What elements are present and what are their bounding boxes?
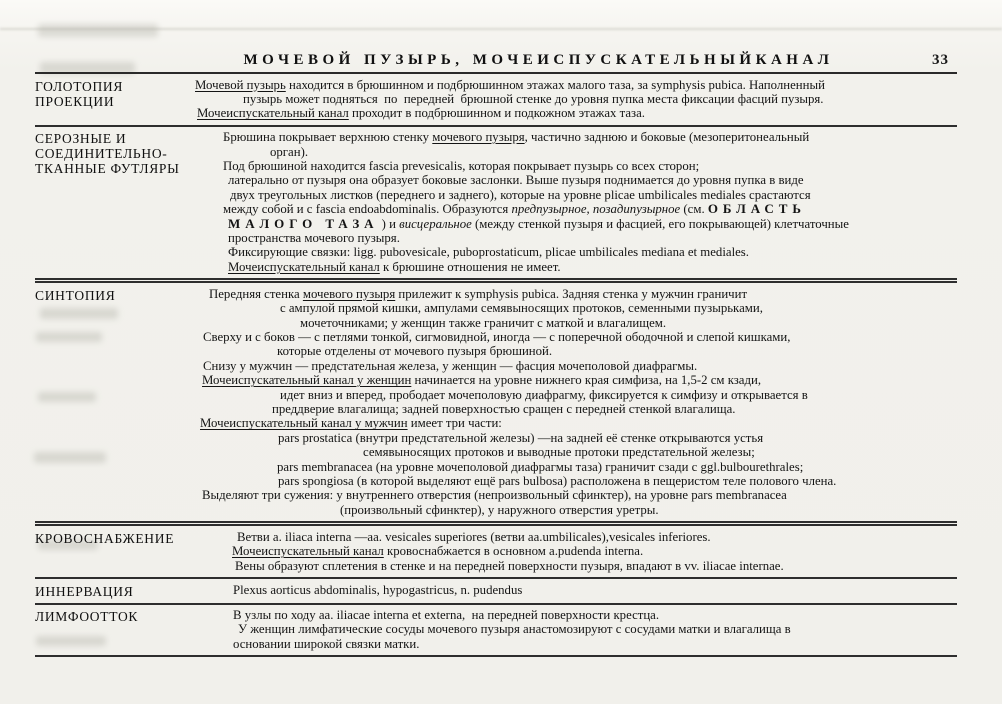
section-content (195, 530, 957, 573)
bleedthrough-smudge (38, 24, 158, 37)
section-label-line: ИННЕРВАЦИЯ (35, 583, 134, 599)
text-segment: ) и (378, 216, 400, 231)
section-label-line: СИНТОПИЯ (35, 287, 116, 303)
content-line (195, 287, 957, 301)
section-row (35, 526, 957, 579)
text-segment: У женщин лимфатические сосуды мочевого пузыря анастомозируют с сосудами матки и влагалища в (238, 622, 791, 637)
content-line (195, 608, 957, 622)
section-label (35, 287, 195, 518)
text-segment: которые отделены от мочевого пузыря брюшиной. (277, 344, 553, 359)
text-segment: Передняя стенка (209, 286, 303, 301)
content-line (195, 344, 957, 358)
content-line (195, 359, 957, 373)
text-segment: Вены образуют сплетения в стенке и на передней поверхности пузыря, впадают в vv. iliacae internae. (235, 558, 784, 573)
text-segment: Мочеиспускательный канал у мужчин (200, 416, 408, 431)
text-segment: кровоснабжается в основном a.pudenda interna. (383, 544, 644, 559)
text-segment: pars membranacea (на уровне мочеполовой диафрагмы таза) граничит сзади с ggl.bulbourethrales; (277, 459, 804, 474)
text-segment: Plexus aorticus abdominalis, hypogastricus, n. pudendus (233, 582, 523, 597)
text-segment: ОБЛАСТЬ (707, 201, 806, 217)
section-row (35, 579, 957, 605)
content-line (195, 503, 957, 517)
text-segment: Мочеиспускательный канал (197, 106, 349, 121)
page-number: 33 (932, 52, 949, 68)
text-segment: с ампулой прямой кишки, ампулами семявыносящих протоков, семенными пузырьками, (280, 301, 763, 316)
text-segment: пузырь может подняться по передней брюшной стенке до уровня пупка места фиксации фасций пузыря. (243, 91, 824, 106)
page-sheet (35, 52, 957, 657)
text-segment: Мочеиспускательный канал (228, 259, 380, 274)
section-label (35, 78, 195, 121)
text-segment: (между стенкой пузыря и фасцией, его покрывающей) клетчаточные (471, 216, 849, 231)
content-line (195, 388, 957, 402)
content-line (195, 92, 957, 106)
text-segment: находится в брюшинном и подбрюшинном этажах малого таза, за symphysis pubica. Наполненный (285, 77, 825, 92)
content-line (195, 330, 957, 344)
text-segment: латерально от пузыря она образует боковые заслонки. Выше пузыря поднимается до уровня пупка в виде (228, 173, 804, 188)
section-row (35, 283, 957, 526)
content-line (195, 445, 957, 459)
text-segment: идет вниз и вперед, прободает мочеполовую диафрагму, фиксируется к симфизу и открывается в (280, 387, 808, 402)
section-content (195, 583, 957, 599)
text-segment: мочевого пузыря (432, 130, 525, 145)
content-line (195, 159, 957, 173)
content-line (195, 106, 957, 120)
content-line (195, 173, 957, 187)
text-segment: Мочеиспускательный канал у женщин (202, 373, 412, 388)
content-line (195, 145, 957, 159)
text-segment: семявыносящих протоков и выводные протоки предстательной железы; (363, 445, 755, 460)
text-segment: мочеточниками; у женщин также граничит с маткой и влагалищем. (300, 315, 667, 330)
text-segment: пространства мочевого пузыря. (228, 231, 400, 246)
section-label (35, 530, 195, 573)
section-content (195, 78, 957, 121)
text-segment: Сверху и с боков — с петлями тонкой, сигмовидной, иногда — с поперечной ободочной и слепой кишками, (203, 330, 791, 344)
section-row (35, 605, 957, 658)
text-segment: Фиксирующие связки: ligg. pubovesicale, puboprostaticum, plicae umbilicales mediana et mediales. (228, 245, 749, 260)
content-line (195, 316, 957, 330)
content-line (195, 544, 957, 558)
text-segment: Под брюшиной находится fascia prevesicalis, которая покрывает пузырь со всех сторон; (223, 159, 700, 174)
section-label-line: КРОВОСНАБЖЕНИЕ (35, 530, 175, 546)
content-line (195, 431, 957, 445)
text-segment: орган). (270, 144, 309, 159)
text-segment: к брюшине отношения не имеет. (379, 259, 561, 274)
text-segment: В узлы по ходу aa. iliacae interna et externa, на передней поверхности крестца. (233, 608, 660, 622)
content-line (195, 217, 957, 231)
text-segment: Мочеиспускательный канал (232, 544, 384, 559)
content-line (195, 583, 957, 597)
text-segment: (см. (680, 202, 708, 217)
section-label (35, 608, 195, 651)
section-label-line: ГОЛОТОПИЯ (35, 78, 124, 94)
content-line (195, 130, 957, 144)
content-line (195, 188, 957, 202)
content-line (195, 245, 957, 259)
section-content (195, 608, 957, 651)
text-segment: (произвольный сфинктер), у наружного отверстия уретры. (340, 502, 659, 517)
content-line (195, 460, 957, 474)
anatomy-table (35, 74, 957, 657)
text-segment: висцеральное (399, 216, 472, 231)
section-label (35, 130, 195, 274)
page-header (35, 52, 957, 74)
section-label-line: ПРОЕКЦИИ (35, 93, 115, 109)
text-segment: pars prostatica (внутри предстательной железы) —на задней её стенке открываются устья (278, 430, 764, 445)
text-segment: Выделяют три сужения: у внутреннего отверстия (непроизвольный сфинктер), на уровне pars membranacea (202, 488, 787, 503)
content-line (195, 637, 957, 651)
text-segment: основании широкой связки матки. (233, 636, 420, 651)
text-segment: проходит в подбрюшинном и подкожном этажах таза. (348, 106, 645, 121)
content-line (195, 488, 957, 502)
content-line (195, 231, 957, 245)
content-line (195, 78, 957, 92)
content-line (195, 622, 957, 636)
text-segment: МАЛОГО ТАЗА (228, 215, 379, 231)
text-segment: pars spongiosa (в которой выделяют ещё pars bulbosa) расположена в пещеристом теле полового члена. (278, 474, 837, 489)
text-segment: имеет три части: (407, 416, 502, 431)
text-segment: Брюшина покрывает верхнюю стенку (223, 130, 433, 145)
section-row (35, 74, 957, 127)
section-label-line: ТКАННЫЕ ФУТЛЯРЫ (35, 161, 180, 177)
section-content (195, 130, 957, 274)
text-segment: Ветви a. iliaca interna —aa. vesicales superiores (ветви aa.umbilicales),vesicales inferiores. (237, 529, 711, 544)
page-title: МОЧЕВОЙ ПУЗЫРЬ, МОЧЕИСПУСКАТЕЛЬНЫЙКАНАЛ (243, 52, 834, 68)
text-segment: мочевого пузыря (302, 286, 396, 301)
text-segment: начинается на уровне нижнего края симфиза, на 1,5-2 см кзади, (411, 373, 762, 388)
content-line (195, 530, 957, 544)
text-segment: прилежит к symphysis pubica. Задняя стенка у мужчин граничит (395, 286, 748, 301)
text-segment: Мочевой пузырь (195, 77, 286, 92)
content-line (195, 559, 957, 573)
content-line (195, 301, 957, 315)
section-content (195, 287, 957, 518)
content-line (195, 202, 957, 216)
text-segment: Снизу у мужчин — предстательная железа, у женщин — фасция мочеполовой диафрагмы. (203, 358, 698, 373)
section-label-line: СОЕДИНИТЕЛЬНО- (35, 146, 168, 162)
text-segment: между собой и с fascia endoabdominalis. Образуются (223, 202, 512, 217)
content-line (195, 373, 957, 387)
section-label-line: ЛИМФООТТОК (35, 609, 139, 624)
text-segment: преддверие влагалища; задней поверхностью сращен с передней стенкой влагалища. (272, 402, 736, 417)
section-row (35, 127, 957, 284)
section-label (35, 583, 195, 599)
content-line (195, 260, 957, 274)
content-line (195, 474, 957, 488)
section-label-line: СЕРОЗНЫЕ И (35, 131, 127, 147)
text-segment: двух треугольных листков (переднего и заднего), которые на уровне plicae umbilicales mediales срастаются (230, 187, 811, 202)
content-line (195, 402, 957, 416)
content-line (195, 416, 957, 430)
text-segment: предпузырное, позадипузырное (511, 202, 681, 217)
text-segment: , частично заднюю и боковые (мезоперитонеальный (524, 130, 810, 145)
